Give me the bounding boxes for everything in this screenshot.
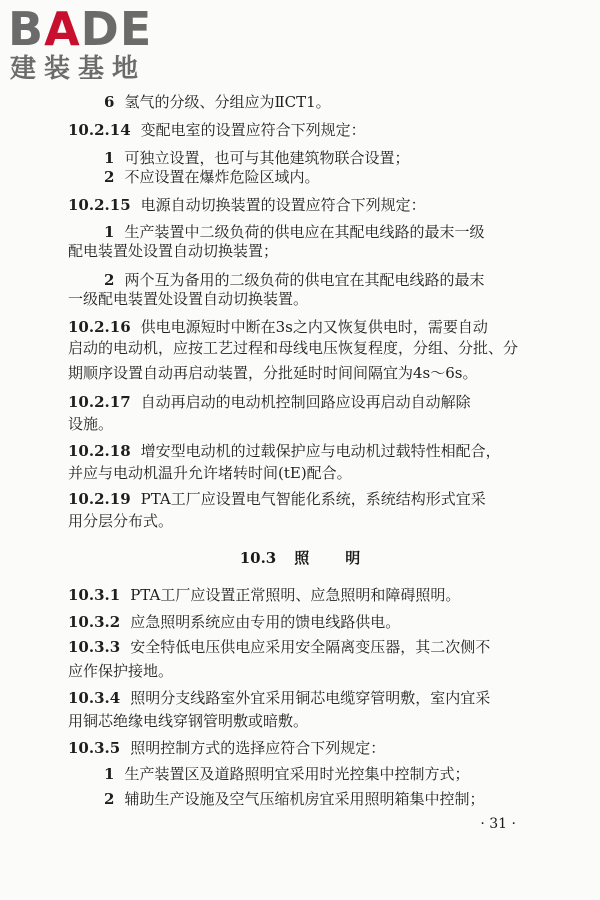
clause-text: 一级配电装置处设置自动切换装置。	[68, 290, 309, 308]
clause-line	[104, 270, 484, 290]
clause-number: 10.2.18	[68, 442, 131, 460]
clause-line	[68, 661, 173, 681]
clause-line	[68, 511, 173, 531]
clause-number: 10.3.4	[68, 689, 121, 707]
page-number: · 31 ·	[480, 816, 516, 832]
clause-line	[68, 637, 490, 657]
clause-line	[68, 441, 501, 461]
clause-line	[68, 688, 490, 708]
clause-number: 10.3.1	[68, 586, 121, 604]
clause-line	[104, 222, 484, 242]
clause-text: 照明控制方式的选择应符合下列规定：	[130, 739, 386, 757]
clause-number: 2	[104, 790, 115, 808]
clause-text: 供电电源短时中断在3s之内又恢复供电时，需要自动	[140, 318, 488, 336]
clause-line	[68, 414, 113, 434]
clause-line	[68, 738, 385, 758]
bade-logo	[8, 4, 178, 88]
clause-number: 10.2.16	[68, 318, 131, 336]
clause-text: 可独立设置，也可与其他建筑物联合设置；	[124, 149, 410, 167]
clause-line	[68, 463, 352, 483]
clause-text: 自动再启动的电动机控制回路应设再启动自动解除	[140, 393, 471, 411]
clause-line	[68, 612, 400, 632]
clause-line	[68, 392, 471, 412]
clause-text: 变配电室的设置应符合下列规定：	[140, 121, 366, 139]
clause-line	[68, 195, 426, 215]
clause-line	[104, 148, 409, 168]
clause-number: 10.2.19	[68, 490, 131, 508]
clause-text: 不应设置在爆炸危险区域内。	[124, 168, 320, 186]
clause-line	[104, 167, 319, 187]
clause-text: 氢气的分级、分组应为ⅡCT1。	[124, 93, 331, 111]
logo-brand	[8, 4, 152, 54]
clause-number: 1	[104, 149, 115, 167]
clause-text: 应急照明系统应由专用的馈电线路供电。	[130, 613, 401, 631]
logo-letters-de: DE	[80, 2, 153, 56]
clause-text: 生产装置区及道路照明宜采用时光控集中控制方式；	[124, 765, 470, 783]
logo-subtitle: 建装基地	[10, 54, 147, 84]
clause-text: 应作保护接地。	[68, 662, 174, 680]
logo-letter-a: A	[44, 2, 81, 56]
clause-text: PTA工厂应设置正常照明、应急照明和障碍照明。	[130, 586, 461, 604]
clause-text: 用铜芯绝缘电线穿钢管明敷或暗敷。	[68, 712, 309, 730]
section-number: 10.3	[239, 549, 277, 567]
clause-line	[104, 764, 469, 784]
section-title-char: 明	[345, 549, 361, 567]
clause-text: 启动的电动机，应按工艺过程和母线电压恢复程度，分组、分批、分	[68, 339, 519, 357]
clause-line	[68, 338, 518, 358]
clause-number: 2	[104, 168, 115, 186]
clause-number: 10.2.15	[68, 196, 131, 214]
clause-text: 生产装置中二级负荷的供电应在其配电线路的最末一级	[124, 223, 485, 241]
clause-text: 照明分支线路室外宜采用铜芯电缆穿管明敷，室内宜采	[130, 689, 491, 707]
clause-number: 10.2.17	[68, 393, 131, 411]
clause-text: 期顺序设置自动再启动装置，分批延时时间间隔宜为4s～6s。	[68, 364, 478, 382]
clause-line	[68, 489, 486, 509]
clause-text: 增安型电动机的过载保护应与电动机过载特性相配合，	[140, 442, 501, 460]
clause-line	[104, 789, 484, 809]
clause-text: 并应与电动机温升允许堵转时间(tE)配合。	[68, 464, 352, 482]
clause-text: 设施。	[68, 415, 114, 433]
clause-line	[104, 92, 331, 112]
clause-line	[68, 585, 460, 605]
clause-text: 辅助生产设施及空气压缩机房宜采用照明箱集中控制；	[124, 790, 485, 808]
clause-line	[68, 317, 488, 337]
clause-text: 用分层分布式。	[68, 512, 174, 530]
clause-text: PTA工厂应设置电气智能化系统，系统结构形式宜采	[140, 490, 486, 508]
clause-number: 10.3.3	[68, 638, 121, 656]
clause-number: 1	[104, 765, 115, 783]
clause-line	[68, 120, 366, 140]
clause-number: 10.2.14	[68, 121, 131, 139]
clause-number: 10.3.2	[68, 613, 121, 631]
clause-line	[68, 241, 278, 261]
clause-number: 10.3.5	[68, 739, 121, 757]
clause-line	[68, 711, 308, 731]
clause-line	[68, 289, 308, 309]
clause-number: 6	[104, 93, 115, 111]
clause-line	[68, 363, 478, 383]
section-title-char: 照	[294, 549, 310, 567]
clause-text: 配电装置处设置自动切换装置；	[68, 242, 279, 260]
clause-text: 安全特低电压供电应采用安全隔离变压器，其二次侧不	[130, 638, 491, 656]
clause-number: 2	[104, 271, 115, 289]
section-title	[0, 548, 600, 568]
clause-text: 电源自动切换装置的设置应符合下列规定：	[140, 196, 426, 214]
logo-letter-b: B	[8, 2, 45, 56]
clause-text: 两个互为备用的二级负荷的供电宜在其配电线路的最末	[124, 271, 485, 289]
clause-number: 1	[104, 223, 115, 241]
